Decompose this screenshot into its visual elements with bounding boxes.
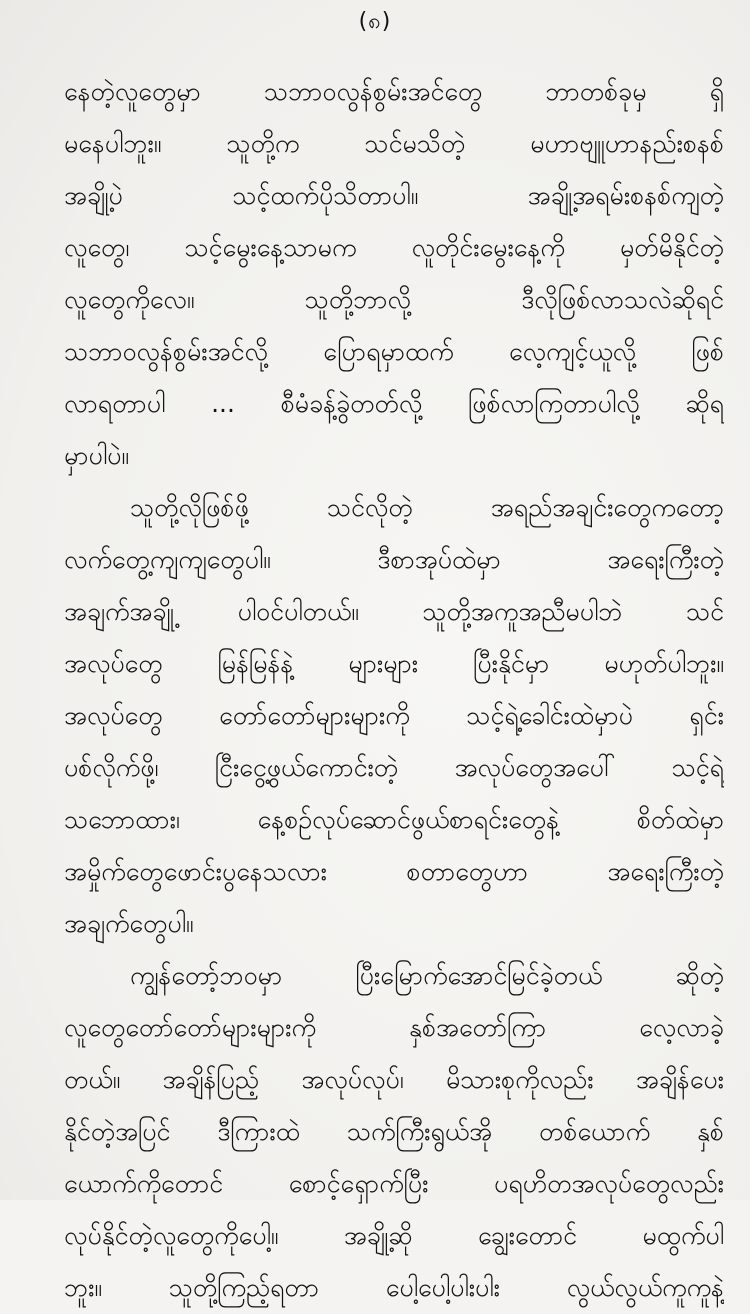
text-line: အမှိုက်တွေဖောင်းပွနေသလား စတာတွေဟာ အရေးကြီးတဲ့ [64, 857, 724, 886]
text-line: သဘာဝလွန်စွမ်းအင်လို့ ပြောရမှာထက် လေ့ကျင့်ယူလို့ ဖြစ် [64, 337, 724, 366]
text-line-indented: သူတို့လိုဖြစ်ဖို့ သင်လိုတဲ့ အရည်အချင်းတွေကတော့ [130, 493, 724, 522]
text-line: ဘူး။ သူတို့ကြည့်ရတာ ပေါ့ပေါ့ပါးပါး လွယ်လွယ်ကူကူနဲ့ [64, 1273, 724, 1302]
text-line: မှာပါပဲ။ [64, 441, 129, 470]
text-line: ပစ်လိုက်ဖို့၊ ငြီးငွေ့ဖွယ်ကောင်းတဲ့ အလုပ်တွေအပေါ် သင့်ရဲ့ [64, 753, 724, 782]
body-text [64, 66, 724, 1314]
text-line: နေတဲ့လူတွေမှာ သဘာဝလွန်စွမ်းအင်တွေ ဘာတစ်ခုမှ ရှိ [64, 77, 724, 106]
text-line: အချက်အချို့ ပါဝင်ပါတယ်။ သူတို့အကူအညီမပါဘဲ သင် [64, 597, 724, 626]
text-line: လုပ်နိုင်တဲ့လူတွေကိုပေါ့။ အချို့ဆို ချွေးတောင် မထွက်ပါ [64, 1221, 724, 1250]
text-line: လူတွေတော်တော်များများကို နှစ်အတော်ကြာ လေ့လာခဲ့ [64, 1013, 724, 1042]
text-line: ယောက်ကိုတောင် စောင့်ရှောက်ပြီး ပရဟိတအလုပ်တွေလည်း [64, 1169, 724, 1198]
text-line: လူတွေကိုလေ။ သူတို့ဘာလို့ ဒီလိုဖြစ်လာသလဲဆိုရင် [64, 285, 724, 314]
text-line: အချက်တွေပါ။ [64, 909, 194, 938]
text-line: လူတွေ၊ သင့်မွေးနေ့သာမက လူတိုင်းမွေးနေ့ကို မှတ်မိနိုင်တဲ့ [64, 233, 724, 262]
text-line: သဘောထား၊ နေ့စဉ်လုပ်ဆောင်ဖွယ်စာရင်းတွေနဲ့ စိတ်ထဲမှာ [64, 805, 724, 834]
text-line: အလုပ်တွေ မြန်မြန်နဲ့ များများ ပြီးနိုင်မှာ မဟုတ်ပါဘူး။ [64, 649, 724, 678]
text-line: လာရတာပါ ... စီမံခန့်ခွဲတတ်လို့ ဖြစ်လာကြတာပါလို့ ဆိုရ [64, 389, 724, 418]
text-line: အလုပ်တွေ တော်တော်များများကို သင့်ရဲ့ခေါင်းထဲမှာပဲ ရှင်း [64, 701, 724, 730]
text-line: အချို့ပဲ သင့်ထက်ပိုသိတာပါ။ အချို့အရမ်းစနစ်ကျတဲ့ [64, 181, 724, 210]
text-line: လက်တွေ့ကျကျတွေပါ။ ဒီစာအုပ်ထဲမှာ အရေးကြီးတဲ့ [64, 545, 724, 574]
page-number: (၈) [358, 9, 392, 34]
text-line: တယ်။ အချိန်ပြည့် အလုပ်လုပ်၊ မိသားစုကိုလည်း အချိန်ပေး [64, 1065, 724, 1094]
text-line: နိုင်တဲ့အပြင် ဒီကြားထဲ သက်ကြီးရွယ်အို တစ်ယောက် နှစ် [64, 1117, 724, 1146]
text-line-indented: ကျွန်တော့်ဘဝမှာ ပြီးမြောက်အောင်မြင်ခဲ့တယ် ဆိုတဲ့ [130, 961, 724, 990]
text-line: မနေပါဘူး။ သူတို့က သင်မသိတဲ့ မဟာဗျူဟာနည်းစနစ် [64, 129, 724, 158]
